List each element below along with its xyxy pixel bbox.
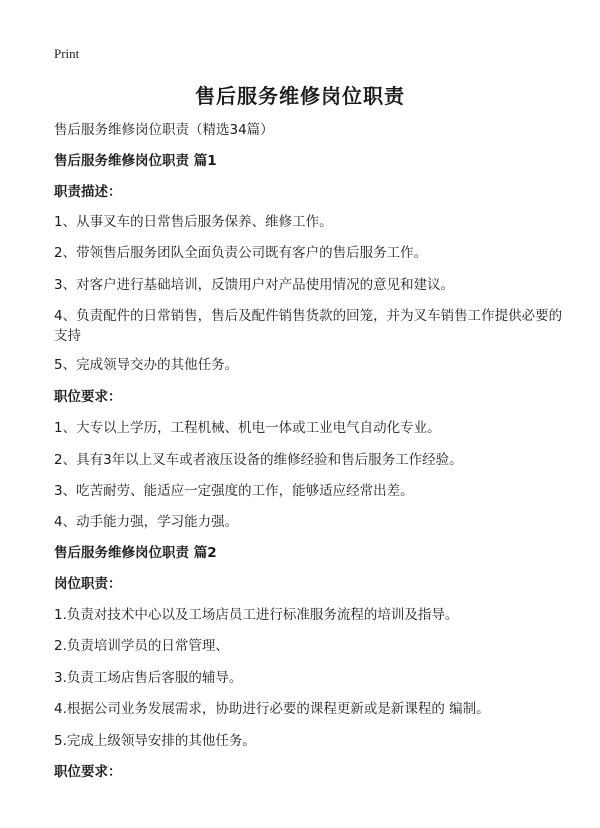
subsection-heading: 职位要求： [54,389,122,405]
list-item: 2、具有3年以上叉车或者液压设备的维修经验和售后服务工作经验。 [54,452,463,468]
document-subtitle: 售后服务维修岗位职责（精选34篇） [54,122,274,138]
section-heading: 售后服务维修岗位职责 篇2 [54,545,217,561]
list-item: 4.根据公司业务发展需求，协助进行必要的课程更新或是新课程的 编制。 [54,701,490,717]
list-item: 3、对客户进行基础培训，反馈用户对产品使用情况的意见和建议。 [54,277,455,293]
list-item: 1.负责对技术中心以及工场店员工进行标准服务流程的培训及指导。 [54,607,459,623]
subsection-heading: 岗位职责： [54,576,122,592]
print-link[interactable]: Print [54,46,80,61]
document-title: 售后服务维修岗位职责 [195,84,405,108]
list-item: 1、大专以上学历，工程机械、机电一体或工业电气自动化专业。 [54,420,441,436]
list-item: 4、动手能力强，学习能力强。 [54,514,239,530]
list-item: 2、带领售后服务团队全面负责公司既有客户的售后服务工作。 [54,245,428,261]
list-item: 3、吃苦耐劳、能适应一定强度的工作，能够适应经常出差。 [54,483,414,499]
list-item: 2.负责培训学员的日常管理、 [54,638,229,654]
list-item: 4、负责配件的日常销售，售后及配件销售货款的回笼，并为叉车销售工作提供必要的支持 [54,308,563,344]
list-item: 3.负责工场店售后客服的辅导。 [54,670,243,686]
subsection-heading: 职责描述： [54,184,122,200]
section-heading: 售后服务维修岗位职责 篇1 [54,153,217,169]
subsection-heading: 职位要求： [54,764,122,780]
list-item: 5.完成上级领导安排的其他任务。 [54,733,256,749]
list-item: 5、完成领导交办的其他任务。 [54,357,239,373]
list-item: 1、从事叉车的日常售后服务保养、维修工作。 [54,214,333,230]
